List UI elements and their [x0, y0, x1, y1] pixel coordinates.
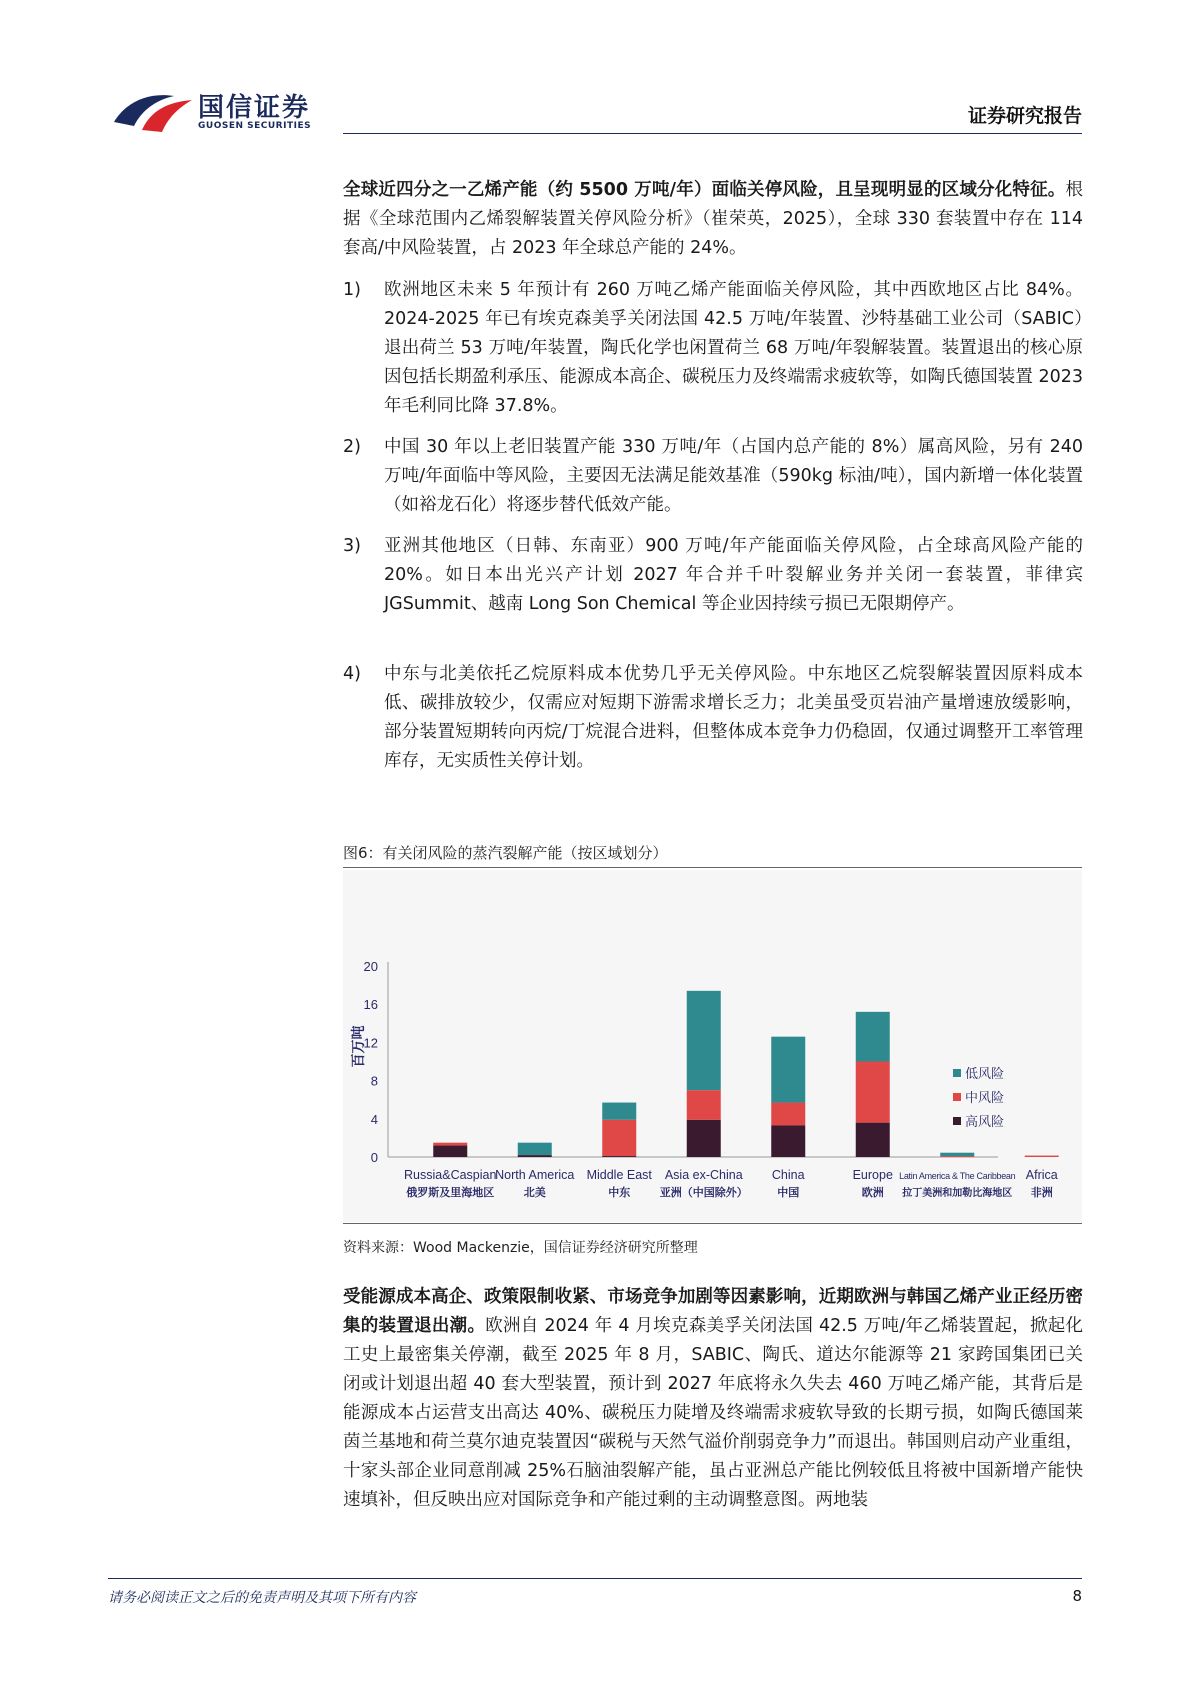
- bar-segment: [433, 1146, 467, 1157]
- bar-segment: [687, 1120, 721, 1157]
- report-type: 证券研究报告: [967, 105, 1082, 127]
- intro-paragraph: [343, 176, 1083, 263]
- bar-segment: [856, 1062, 890, 1123]
- bar-segment: [602, 1156, 636, 1157]
- bar-segment: [771, 1125, 805, 1157]
- page-number: 8: [1072, 1587, 1082, 1605]
- y-tick-label: 8: [370, 1073, 378, 1089]
- bar-segment: [856, 1123, 890, 1157]
- y-tick-label: 20: [363, 959, 378, 974]
- x-tick-label: Africa: [1025, 1168, 1058, 1182]
- list-number: 1): [343, 280, 361, 300]
- list-number: 4): [343, 664, 361, 684]
- bar-segment: [518, 1143, 552, 1155]
- x-tick-label: Europe: [852, 1168, 893, 1182]
- legend-swatch: [953, 1069, 961, 1077]
- y-axis-label: 百万吨: [351, 1025, 367, 1068]
- closing-text: 欧洲自 2024 年 4 月埃克森美孚关闭法国 42.5 万吨/年乙烯装置起，掀起化工史上最密集关停潮，截至 2025 年 8 月，SABIC、陶氏、道达尔能源等 21 家跨国集团已关闭或计划退出超 40 套大型装置，预计到 2027 年底将永久失去 460 万吨乙烯产能，其背后是能源成本占运营支出高达 40%、碳税压力陡增及终端需求疲软导致的长期亏损，如陶氏德国莱茵兰基地和荷兰莫尔迪克装置因“碳税与天然气溢价削弱竞争力”而退出。韩国则启动产业重组，十家头部企业同意削减 25%石脑油裂解产能，虽占亚洲总产能比例较低且将被中国新增产能快速填补，但反映出应对国际竞争和产能过剩的主动调整意图。两地装: [343, 1316, 1083, 1510]
- legend-swatch: [953, 1117, 961, 1125]
- x-tick-label: Latin America & The Caribbean: [899, 1171, 1016, 1181]
- x-tick-label-cn: 中东: [608, 1186, 631, 1199]
- legend-label: 低风险: [965, 1067, 1005, 1082]
- figure-divider-bottom: [343, 1223, 1082, 1224]
- logo-text: 国信证券: [198, 93, 311, 123]
- stacked-bar-chart: [343, 870, 1082, 1222]
- intro-bold: 全球近四分之一乙烯产能（约 5500 万吨/年）面临关停风险，且呈现明显的区域分化特征。: [343, 180, 1066, 200]
- bar-segment: [602, 1120, 636, 1156]
- figure-source: 资料来源：Wood Mackenzie，国信证券经济研究所整理: [343, 1240, 698, 1256]
- x-tick-label: Russia&Caspian: [404, 1168, 497, 1182]
- y-tick-label: 16: [363, 997, 378, 1013]
- logo: [112, 86, 332, 136]
- list-number: 2): [343, 437, 361, 457]
- list-text: 欧洲地区未来 5 年预计有 260 万吨乙烯产能面临关停风险，其中西欧地区占比 84%。2024-2025 年已有埃克森美孚关闭法国 42.5 万吨/年装置、沙特基础工业公司（SABIC）退出荷兰 53 万吨/年装置，陶氏化学也闲置荷兰 68 万吨/年裂解装置。装置退出的核心原因包括长期盈利承压、能源成本高企、碳税压力及终端需求疲软等，如陶氏德国装置 2023 年毛利同比降 37.8%。: [384, 280, 1083, 416]
- x-tick-label: China: [771, 1168, 805, 1182]
- list-item: [343, 433, 1083, 520]
- x-tick-label-cn: 亚洲（中国除外）: [659, 1186, 748, 1199]
- list-number: 3): [343, 536, 361, 556]
- y-tick-label: 0: [370, 1150, 378, 1165]
- footer-divider: [108, 1578, 1082, 1579]
- intro-text: 根据《全球范围内乙烯裂解装置关停风险分析》（崔荣英，2025），全球 330 套装置中存在 114 套高/中风险装置，占 2023 年全球总产能的 24%。: [343, 180, 1083, 258]
- x-tick-label-cn: 北美: [523, 1186, 546, 1199]
- figure-divider-top: [343, 867, 1082, 868]
- list-item: [343, 276, 1083, 421]
- header-divider: [343, 133, 1082, 134]
- bar-segment: [771, 1037, 805, 1103]
- bar-segment: [940, 1156, 974, 1157]
- footer-disclaimer: 请务必阅读正文之后的免责声明及其项下所有内容: [108, 1590, 416, 1606]
- x-tick-label-cn: 欧洲: [861, 1186, 884, 1199]
- x-tick-label-cn: 非洲: [1030, 1186, 1053, 1199]
- x-tick-label: Middle East: [586, 1168, 652, 1182]
- list-item: [343, 660, 1083, 776]
- legend-label: 中风险: [965, 1091, 1005, 1106]
- x-tick-label-cn: 中国: [777, 1186, 800, 1199]
- x-tick-label-cn: 俄罗斯及里海地区: [406, 1186, 495, 1199]
- list-text: 中东与北美依托乙烷原料成本优势几乎无关停风险。中东地区乙烷裂解装置因原料成本低、碳排放较少，仅需应对短期下游需求增长乏力；北美虽受页岩油产量增速放缓影响，部分装置短期转向丙烷/丁烷混合进料，但整体成本竞争力仍稳固，仅通过调整开工率管理库存，无实质性关停计划。: [384, 664, 1083, 771]
- x-tick-label-cn: 拉丁美洲和加勒比海地区: [902, 1188, 1013, 1199]
- y-tick-label: 12: [363, 1035, 378, 1051]
- bar-segment: [1025, 1156, 1059, 1157]
- logo-mark-icon: [112, 86, 196, 136]
- closing-bold: 受能源成本高企、政策限制收紧、市场竞争加剧等因素影响，近期欧洲与韩国乙烯产业正经历密集的装置退出潮。: [343, 1287, 1083, 1336]
- bar-segment: [687, 991, 721, 1090]
- bar-segment: [940, 1153, 974, 1156]
- bar-segment: [687, 1090, 721, 1120]
- logo-subtext: GUOSEN SECURITIES: [198, 121, 312, 131]
- bar-segment: [433, 1143, 467, 1146]
- list-text: 亚洲其他地区（日韩、东南亚）900 万吨/年产能面临关停风险，占全球高风险产能的 20%。如日本出光兴产计划 2027 年合并千叶裂解业务并关闭一套装置，菲律宾 JGSummit、越南 Long Son Chemical 等企业因持续亏损已无限期停产。: [384, 536, 1083, 614]
- x-tick-label: Asia ex-China: [664, 1168, 743, 1182]
- bar-segment: [602, 1103, 636, 1120]
- bar-segment: [771, 1103, 805, 1126]
- bar-segment: [518, 1155, 552, 1157]
- list-item: [343, 532, 1083, 619]
- x-tick-label: North America: [495, 1168, 575, 1182]
- chart-area: [343, 870, 1082, 1222]
- list-text: 中国 30 年以上老旧装置产能 330 万吨/年（占国内总产能的 8%）属高风险，另有 240 万吨/年面临中等风险，主要因无法满足能效基准（590kg 标油/吨），国内新增一体化装置（如裕龙石化）将逐步替代低效产能。: [384, 437, 1083, 515]
- figure-title: 图6：有关闭风险的蒸汽裂解产能（按区域划分）: [343, 844, 668, 862]
- y-tick-label: 4: [370, 1111, 378, 1127]
- legend-label: 高风险: [965, 1115, 1005, 1130]
- closing-paragraph: [343, 1283, 1083, 1515]
- bar-segment: [856, 1012, 890, 1062]
- legend-swatch: [953, 1093, 961, 1101]
